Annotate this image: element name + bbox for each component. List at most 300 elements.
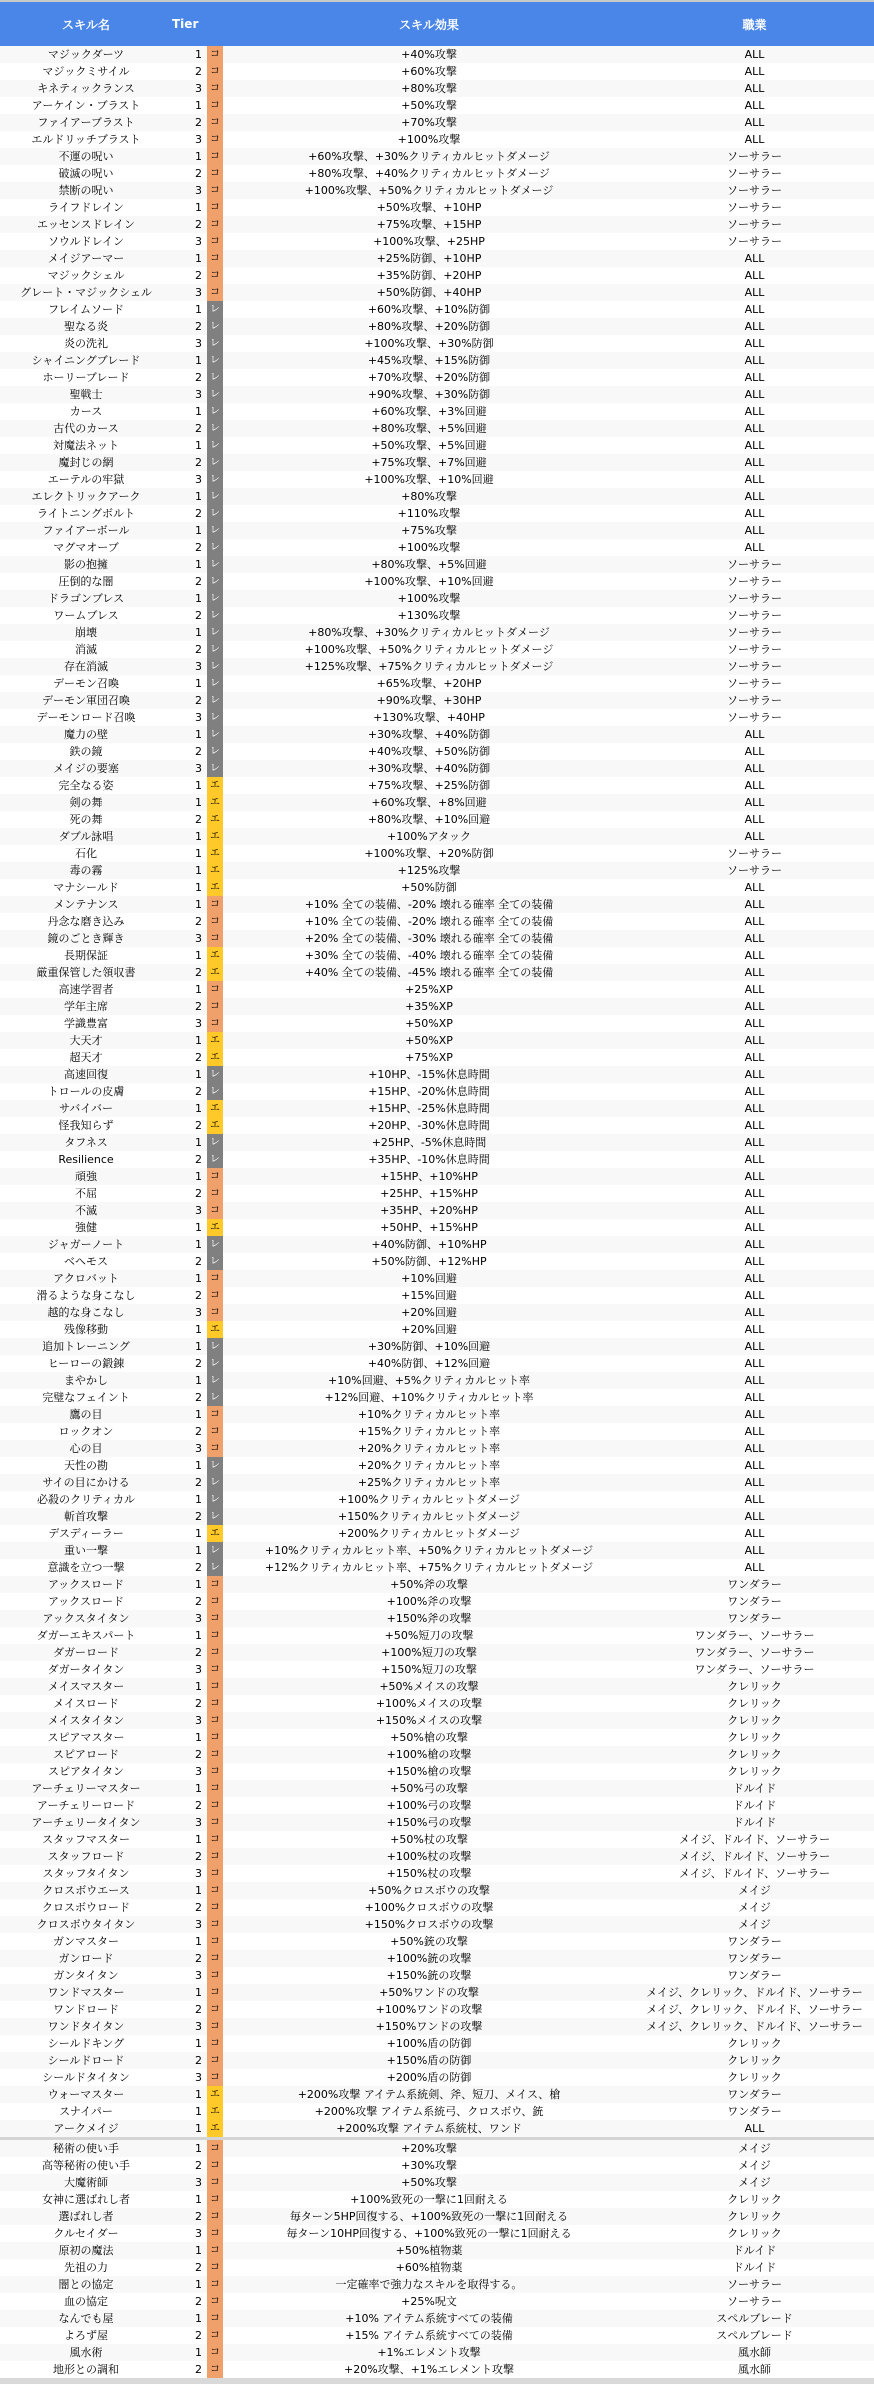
rarity-cell: コ — [207, 1865, 223, 1882]
job-cell: ALL — [744, 1306, 765, 1319]
job-cell: ALL — [744, 966, 765, 979]
tier-cell: 2 — [195, 1697, 202, 1710]
table-row — [0, 1406, 874, 1423]
table-row — [0, 1151, 874, 1168]
table-row — [0, 1678, 874, 1695]
tier-cell: 1 — [195, 677, 202, 690]
tier-cell: 1 — [195, 1272, 202, 1285]
tier-cell: 2 — [195, 1391, 202, 1404]
rarity-cell: コ — [207, 1797, 223, 1814]
skill-name-cell: メイジの要塞 — [53, 762, 119, 775]
rarity-cell: コ — [207, 1814, 223, 1831]
job-cell: ALL — [744, 48, 765, 61]
skill-name-cell: よろず屋 — [64, 2329, 108, 2342]
job-cell: ALL — [744, 1255, 765, 1268]
job-cell: ドルイド — [732, 1782, 777, 1795]
skill-effect-cell: +10% 全ての装備、-20% 壊れる確率 全ての装備 — [304, 915, 554, 928]
tier-cell: 2 — [195, 116, 202, 129]
tier-cell: 1 — [195, 2037, 202, 2050]
skill-effect-cell: +50%斧の攻撃 — [390, 1578, 468, 1591]
skill-name-cell: 長期保証 — [64, 949, 108, 962]
skill-name-cell: ダガーエキスパート — [36, 1629, 136, 1642]
tier-cell: 1 — [195, 1102, 202, 1115]
table-row — [0, 352, 874, 369]
table-row — [0, 437, 874, 454]
job-cell: クレリック — [727, 2210, 782, 2223]
table-row — [0, 539, 874, 556]
tier-cell: 2 — [195, 2261, 202, 2274]
skill-name-cell: 破滅の呪い — [58, 167, 114, 180]
rarity-cell: エ — [207, 879, 223, 896]
skill-effect-cell: +12%回避、+10%クリティカルヒット率 — [324, 1391, 534, 1404]
job-cell: ALL — [744, 1374, 765, 1387]
skill-name-cell: 高速回復 — [64, 1068, 108, 1081]
skill-effect-cell: +125%攻撃、+75%クリティカルヒットダメージ — [304, 660, 554, 673]
table-row — [0, 2310, 874, 2327]
tier-cell: 1 — [195, 1544, 202, 1557]
tier-cell: 1 — [195, 796, 202, 809]
table-row — [0, 1848, 874, 1865]
skill-name-cell: 厳重保管した領収書 — [36, 966, 136, 979]
job-cell: ALL — [744, 1527, 765, 1540]
tier-cell: 1 — [195, 2346, 202, 2359]
job-cell: ALL — [744, 1272, 765, 1285]
skill-name-cell: 大魔術師 — [64, 2176, 108, 2189]
skill-name-cell: マナシールド — [53, 881, 119, 894]
skill-effect-cell: +60%植物薬 — [395, 2261, 463, 2274]
skill-effect-cell: +100%攻撃、+30%防御 — [364, 337, 494, 350]
skill-effect-cell: +70%攻撃、+20%防御 — [367, 371, 491, 384]
job-cell: ソーサラー — [727, 558, 782, 571]
table-row — [0, 607, 874, 624]
skill-name-cell: シャイニングブレード — [31, 354, 141, 367]
skill-effect-cell: +10%回避、+5%クリティカルヒット率 — [328, 1374, 530, 1387]
job-cell: ALL — [744, 405, 765, 418]
rarity-cell: コ — [207, 1950, 223, 1967]
table-row — [0, 233, 874, 250]
job-cell: ALL — [744, 473, 765, 486]
tier-cell: 1 — [195, 898, 202, 911]
tier-cell: 2 — [195, 269, 202, 282]
tier-cell: 1 — [195, 983, 202, 996]
skill-name-cell: ワームブレス — [53, 609, 119, 622]
tier-cell: 2 — [195, 2003, 202, 2016]
skill-name-cell: マジックシェル — [47, 269, 125, 282]
job-cell: ワンダラー — [727, 1578, 782, 1591]
table-row — [0, 1236, 874, 1253]
table-row — [0, 182, 874, 199]
tier-cell: 1 — [195, 1782, 202, 1795]
table-row — [0, 386, 874, 403]
skill-effect-cell: +10% アイテム系統すべての装備 — [345, 2312, 513, 2325]
table-row — [0, 1134, 874, 1151]
skill-name-cell: グレート・マジックシェル — [20, 286, 152, 299]
table-row — [0, 2225, 874, 2242]
skill-name-cell: ガンマスター — [53, 1935, 119, 1948]
skill-effect-cell: +50HP、+15%HP — [380, 1221, 478, 1234]
skill-effect-cell: +75%攻撃、+15HP — [376, 218, 482, 231]
table-row — [0, 1032, 874, 1049]
skill-effect-cell: +100%槍の攻撃 — [386, 1748, 472, 1761]
skill-effect-cell: +40%防御、+10%HP — [371, 1238, 487, 1251]
skill-name-cell: 地形との調和 — [53, 2363, 119, 2376]
rarity-cell: コ — [207, 1882, 223, 1899]
table-row — [0, 1066, 874, 1083]
tier-cell: 2 — [195, 65, 202, 78]
rarity-cell: レ — [207, 1491, 223, 1508]
rarity-cell: コ — [207, 148, 223, 165]
skill-name-cell: スピアマスター — [47, 1731, 125, 1744]
tier-cell: 2 — [195, 1850, 202, 1863]
skill-name-cell: エーテルの牢獄 — [47, 473, 125, 486]
skill-effect-cell: +100%攻撃、+10%回避 — [364, 575, 494, 588]
rarity-cell: レ — [207, 760, 223, 777]
skill-effect-cell: +200%盾の防御 — [386, 2071, 472, 2084]
rarity-cell: コ — [207, 2157, 223, 2174]
skill-effect-cell: +50%杖の攻撃 — [390, 1833, 468, 1846]
tier-cell: 2 — [195, 1000, 202, 1013]
tier-cell: 2 — [195, 1561, 202, 1574]
tier-cell: 3 — [195, 2227, 202, 2240]
skill-name-cell: カース — [69, 405, 103, 418]
job-cell: ALL — [744, 1000, 765, 1013]
rarity-cell: コ — [207, 199, 223, 216]
job-cell: ALL — [744, 65, 765, 78]
job-cell: ALL — [744, 932, 765, 945]
rarity-cell: コ — [207, 1763, 223, 1780]
table-row — [0, 760, 874, 777]
table-row — [0, 1304, 874, 1321]
skill-name-cell: スタッフタイタン — [42, 1867, 130, 1880]
rarity-cell: コ — [207, 1729, 223, 1746]
skill-name-cell: アックスロード — [47, 1578, 125, 1591]
job-cell: ALL — [744, 252, 765, 265]
tier-cell: 2 — [195, 1051, 202, 1064]
table-row — [0, 2208, 874, 2225]
tier-cell: 3 — [195, 235, 202, 248]
skill-effect-cell: +10% 全ての装備、-20% 壊れる確率 全ての装備 — [304, 898, 554, 911]
table-row — [0, 267, 874, 284]
skill-name-cell: アーケイン・ブラスト — [31, 99, 141, 112]
rarity-cell: コ — [207, 131, 223, 148]
skill-name-cell: 越的な身こなし — [47, 1306, 125, 1319]
skill-name-cell: 不滅 — [75, 1204, 97, 1217]
skill-name-cell: 必殺のクリティカル — [37, 1493, 135, 1506]
table-row — [0, 522, 874, 539]
rarity-cell: コ — [207, 2310, 223, 2327]
table-row — [0, 46, 874, 63]
rarity-cell: レ — [207, 454, 223, 471]
job-cell: ソーサラー — [727, 847, 782, 860]
skill-effect-cell: +40% 全ての装備、-45% 壊れる確率 全ての装備 — [304, 966, 554, 979]
rarity-cell: レ — [207, 607, 223, 624]
tier-cell: 3 — [195, 1816, 202, 1829]
skill-effect-cell: +50%ワンドの攻撃 — [379, 1986, 479, 1999]
skill-name-cell: 重い一撃 — [64, 1544, 108, 1557]
table-row — [0, 114, 874, 131]
rarity-cell: コ — [207, 1627, 223, 1644]
table-row — [0, 1882, 874, 1899]
rarity-cell: コ — [207, 2174, 223, 2191]
skill-name-cell: アクロバット — [53, 1272, 119, 1285]
rarity-cell: レ — [207, 624, 223, 641]
skill-effect-cell: +15%回避 — [401, 1289, 457, 1302]
skill-effect-cell: +20%クリティカルヒット率 — [357, 1459, 501, 1472]
table-row — [0, 1168, 874, 1185]
skill-effect-cell: +100%杖の攻撃 — [386, 1850, 472, 1863]
skill-name-cell: 炎の洗礼 — [64, 337, 108, 350]
skill-name-cell: マジックダーツ — [47, 48, 125, 61]
table-row — [0, 1270, 874, 1287]
tier-cell: 1 — [195, 626, 202, 639]
skill-name-cell: 大天才 — [69, 1034, 103, 1047]
rarity-cell: レ — [207, 505, 223, 522]
skill-name-cell: 先祖の力 — [64, 2261, 108, 2274]
rarity-cell: コ — [207, 2035, 223, 2052]
job-cell: ALL — [744, 1510, 765, 1523]
job-cell: ALL — [744, 456, 765, 469]
skill-effect-cell: +200%クリティカルヒットダメージ — [337, 1527, 520, 1540]
tier-cell: 1 — [195, 2105, 202, 2118]
skill-effect-cell: +20% 全ての装備、-30% 壊れる確率 全ての装備 — [304, 932, 554, 945]
job-cell: ソーサラー — [727, 694, 782, 707]
job-cell: ALL — [744, 286, 765, 299]
rarity-cell: コ — [207, 2001, 223, 2018]
job-cell: クレリック — [727, 1731, 782, 1744]
job-cell: ALL — [744, 524, 765, 537]
job-cell: ALL — [744, 1153, 765, 1166]
job-cell: 風水師 — [738, 2346, 771, 2359]
table-row — [0, 1508, 874, 1525]
skill-name-cell: 不運の呪い — [58, 150, 114, 163]
job-cell: ALL — [744, 541, 765, 554]
job-cell: ソーサラー — [727, 2278, 782, 2291]
table-row — [0, 743, 874, 760]
table-row — [0, 131, 874, 148]
job-cell: ワンダラー — [727, 1612, 782, 1625]
tier-cell: 2 — [195, 1476, 202, 1489]
table-row — [0, 913, 874, 930]
header-job: 職業 — [742, 17, 767, 32]
rarity-cell: レ — [207, 1151, 223, 1168]
rarity-cell: コ — [207, 998, 223, 1015]
job-cell: ALL — [744, 1051, 765, 1064]
rarity-cell: レ — [207, 318, 223, 335]
skill-effect-cell: +45%攻撃、+15%防御 — [367, 354, 491, 367]
table-row — [0, 692, 874, 709]
rarity-cell: コ — [207, 1933, 223, 1950]
job-cell: ALL — [744, 303, 765, 316]
skill-name-cell: デーモンロード召喚 — [36, 711, 136, 724]
job-cell: ALL — [744, 1561, 765, 1574]
rarity-cell: コ — [207, 1610, 223, 1627]
tier-cell: 3 — [195, 660, 202, 673]
rarity-cell: レ — [207, 471, 223, 488]
table-row — [0, 2035, 874, 2052]
rarity-cell: コ — [207, 165, 223, 182]
skill-effect-cell: +20%回避 — [401, 1306, 457, 1319]
tier-cell: 1 — [195, 1629, 202, 1642]
skill-effect-cell: +100%アタック — [387, 830, 471, 843]
table-row — [0, 1729, 874, 1746]
table-row — [0, 641, 874, 658]
job-cell: ALL — [744, 1034, 765, 1047]
skill-name-cell: 崩壊 — [75, 626, 97, 639]
header-tier: Tier — [172, 17, 199, 31]
table-row — [0, 1525, 874, 1542]
rarity-cell: コ — [207, 1440, 223, 1457]
rarity-cell: コ — [207, 896, 223, 913]
skill-effect-cell: +50%メイスの攻撃 — [379, 1680, 479, 1693]
tier-cell: 1 — [195, 1221, 202, 1234]
table-row — [0, 1015, 874, 1032]
rarity-cell: コ — [207, 1304, 223, 1321]
rarity-cell: エ — [207, 1032, 223, 1049]
rarity-cell: エ — [207, 794, 223, 811]
skill-name-cell: ダブル詠唱 — [58, 830, 114, 843]
table-row — [0, 879, 874, 896]
job-cell: ワンダラー — [727, 1969, 782, 1982]
tier-cell: 1 — [195, 1340, 202, 1353]
rarity-cell: コ — [207, 233, 223, 250]
skill-effect-cell: +100%クロスボウの攻撃 — [364, 1901, 494, 1914]
rarity-cell: コ — [207, 2361, 223, 2378]
table-row — [0, 590, 874, 607]
rarity-cell: レ — [207, 692, 223, 709]
table-row — [0, 454, 874, 471]
rarity-cell: エ — [207, 845, 223, 862]
table-row — [0, 1916, 874, 1933]
table-row — [0, 1763, 874, 1780]
skill-effect-cell: +80%攻撃、+40%クリティカルヒットダメージ — [308, 167, 550, 180]
skill-name-cell: 古代のカース — [53, 422, 119, 435]
tier-cell: 1 — [195, 1238, 202, 1251]
rarity-cell: エ — [207, 2086, 223, 2103]
rarity-cell: レ — [207, 556, 223, 573]
skill-effect-cell: +12%クリティカルヒット率、+75%クリティカルヒットダメージ — [264, 1561, 594, 1574]
skill-effect-cell: +10%クリティカルヒット率、+50%クリティカルヒットダメージ — [264, 1544, 594, 1557]
skill-effect-cell: +15HP、-20%休息時間 — [368, 1085, 490, 1098]
tier-cell: 3 — [195, 286, 202, 299]
rarity-cell: レ — [207, 522, 223, 539]
skill-name-cell: メイスタイタン — [47, 1714, 125, 1727]
skill-name-cell: サバイバー — [58, 1102, 114, 1115]
tier-cell: 2 — [195, 745, 202, 758]
skill-effect-cell: +65%攻撃、+20HP — [376, 677, 482, 690]
skill-effect-cell: +100%攻撃 — [397, 541, 461, 554]
tier-cell: 2 — [195, 1289, 202, 1302]
tier-cell: 1 — [195, 847, 202, 860]
tier-cell: 2 — [195, 643, 202, 656]
table-row — [0, 2120, 874, 2137]
rarity-cell: エ — [207, 828, 223, 845]
table-row — [0, 335, 874, 352]
table-row — [0, 1814, 874, 1831]
skill-name-cell: ワンドマスター — [47, 1986, 125, 1999]
rarity-cell: コ — [207, 284, 223, 301]
skill-name-cell: スピアタイタン — [47, 1765, 124, 1778]
table-row — [0, 1610, 874, 1627]
tier-cell: 1 — [195, 405, 202, 418]
skill-name-cell: フレイムソード — [47, 303, 124, 316]
skill-name-cell: 意識を立つ一撃 — [47, 1561, 125, 1574]
table-row — [0, 1746, 874, 1763]
tier-cell: 2 — [195, 1119, 202, 1132]
table-row — [0, 284, 874, 301]
job-cell: ワンダラー、ソーサラー — [694, 1629, 815, 1642]
tier-cell: 3 — [195, 184, 202, 197]
rarity-cell: エ — [207, 1525, 223, 1542]
skill-name-cell: 禁断の呪い — [58, 184, 114, 197]
skill-effect-cell: +150%銃の攻撃 — [386, 1969, 472, 1982]
skill-effect-cell: +75%攻撃、+25%防御 — [367, 779, 491, 792]
tier-cell: 1 — [195, 2244, 202, 2257]
table-row — [0, 1185, 874, 1202]
skill-name-cell: 存在消滅 — [64, 660, 108, 673]
job-cell: ALL — [744, 796, 765, 809]
table-row — [0, 981, 874, 998]
skill-name-cell: 対魔法ネット — [53, 439, 119, 452]
skill-effect-cell: +30% 全ての装備、-40% 壊れる確率 全ての装備 — [304, 949, 554, 962]
skill-effect-cell: +100%ワンドの攻撃 — [375, 2003, 483, 2016]
rarity-cell: コ — [207, 114, 223, 131]
table-row — [0, 301, 874, 318]
skill-name-cell: デスディーラー — [48, 1527, 124, 1540]
skill-name-cell: アックスロード — [47, 1595, 125, 1608]
job-cell: メイジ、ドルイド、ソーサラー — [678, 1867, 831, 1880]
tier-cell: 1 — [195, 864, 202, 877]
skill-effect-cell: +20%攻撃 — [401, 2142, 457, 2155]
skill-name-cell: マジックミサイル — [42, 65, 130, 78]
rarity-cell: コ — [207, 1015, 223, 1032]
skill-name-cell: クロスボウエース — [42, 1884, 130, 1897]
skill-effect-cell: +50%防御 — [401, 881, 457, 894]
skill-name-cell: ウォーマスター — [47, 2088, 125, 2101]
skill-effect-cell: +100%攻撃、+20%防御 — [364, 847, 494, 860]
job-cell: ALL — [744, 1136, 765, 1149]
skill-effect-cell: +50%銃の攻撃 — [390, 1935, 468, 1948]
job-cell: ALL — [744, 1068, 765, 1081]
skill-name-cell: 原初の魔法 — [58, 2244, 114, 2257]
table-row — [0, 1695, 874, 1712]
skill-name-cell: メイジアーマー — [47, 252, 125, 265]
table-row — [0, 1423, 874, 1440]
skill-effect-cell: +150%杖の攻撃 — [386, 1867, 472, 1880]
skill-effect-cell: +30%攻撃、+40%防御 — [367, 762, 491, 775]
skill-effect-cell: +50%弓の攻撃 — [390, 1782, 468, 1795]
tier-cell: 2 — [195, 371, 202, 384]
table-row — [0, 2293, 874, 2310]
job-cell: ALL — [744, 1408, 765, 1421]
rarity-cell: エ — [207, 777, 223, 794]
tier-cell: 1 — [195, 1170, 202, 1183]
skill-effect-cell: +100%攻撃、+10%回避 — [364, 473, 494, 486]
skill-name-cell: クロスボウロード — [42, 1901, 130, 1914]
table-row — [0, 1253, 874, 1270]
table-row — [0, 573, 874, 590]
rarity-cell: コ — [207, 2018, 223, 2035]
rarity-cell: コ — [207, 1712, 223, 1729]
skill-name-cell: 天性の勘 — [64, 1459, 108, 1472]
tier-cell: 3 — [195, 1969, 202, 1982]
table-row — [0, 1865, 874, 1882]
skill-name-cell: トロールの皮膚 — [47, 1085, 125, 1098]
tier-cell: 2 — [195, 609, 202, 622]
rarity-cell: コ — [207, 2069, 223, 2086]
job-cell: ソーサラー — [727, 575, 782, 588]
rarity-cell: レ — [207, 403, 223, 420]
tier-cell: 1 — [195, 949, 202, 962]
